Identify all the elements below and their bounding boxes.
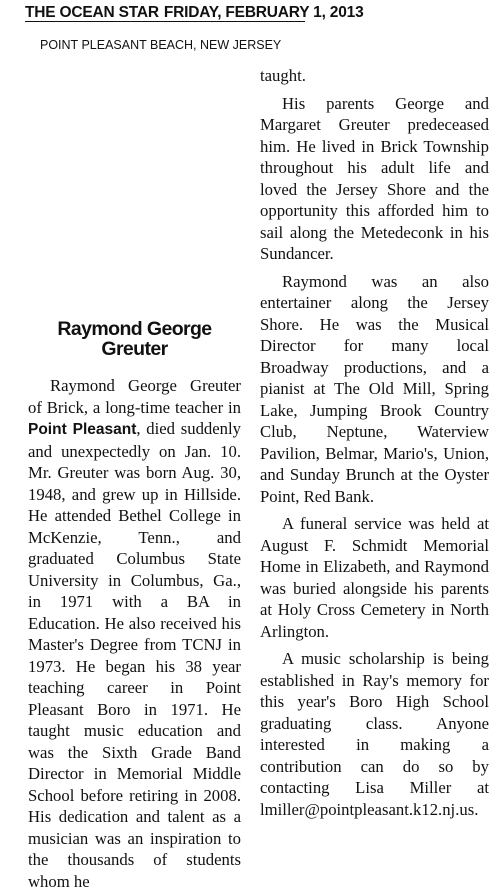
issue-date: FRIDAY, FEBRUARY 1, 2013	[163, 4, 364, 21]
paragraph-1-rest: , died suddenly and unexpectedly on Jan. 10. Mr. Greuter was born Aug. 30, 1948, and grew up in Hillside. He attended Bethel College in McKenzie, Tenn., and graduated Columbus State University in Columbus, Ga., in 1971 with a BA in Education. He also received his Master's Degree from TCNJ in 1973. He began his 38 year teaching career in Point Pleasant Boro in 1971. He taught music education and was the Sixth Grade Band Director in Memorial Middle School before retiring in 2008. His dedication and talent as a musician was an inspiration to the thousands of students whom he	[28, 419, 241, 891]
paragraph-1-start: Raymond George Greuter of Brick, a long-time teacher in	[28, 376, 241, 417]
masthead	[25, 4, 364, 22]
paper-name: THE OCEAN STAR	[25, 4, 159, 21]
dateline: POINT PLEASANT BEACH, NEW JERSEY	[40, 38, 282, 52]
headline-line-1: Raymond George	[57, 318, 212, 340]
article-column-left	[28, 375, 241, 892]
keyword-highlight: Point Pleasant	[28, 421, 137, 438]
paragraph-2: His parents George and Margaret Greuter predeceased him. He lived in Brick Township throughout his adult life and loved the Jersey Shore and the opportunity this afforded him to sail along the Metedeconk in his Sundancer.	[260, 93, 489, 263]
paragraph-4: A funeral service was held at August F. Schmidt Memorial Home in Elizabeth, and Raymond was buried alongside his parents at Holy Cross Cemetery in North Arlington.	[260, 514, 489, 641]
paragraph-5: A music scholarship is being established in Ray's memory for this year's Boro High School graduating class. Anyone interested in making a contribution can do so by contacting Lisa Miller at lmiller@pointpleasant.k12.nj.us.	[260, 649, 489, 819]
headline-line-2: Greuter	[101, 338, 168, 360]
paragraph-1	[28, 375, 241, 892]
masthead-rule	[25, 21, 305, 22]
obituary-headline	[28, 319, 241, 359]
paragraph-1-continued: taught.	[260, 66, 306, 85]
paragraph-3: Raymond was an also entertainer along the Jersey Shore. He was the Musical Director for many local Broadway productions, and a pianist at The Old Mill, Spring Lake, Jumping Brook Country Club, Neptune, Waterview Pavilion, Belmar, Mario's, Union, and Sunday Brunch at the Oyster Point, Red Bank.	[260, 271, 489, 506]
article-column-right	[260, 65, 489, 820]
